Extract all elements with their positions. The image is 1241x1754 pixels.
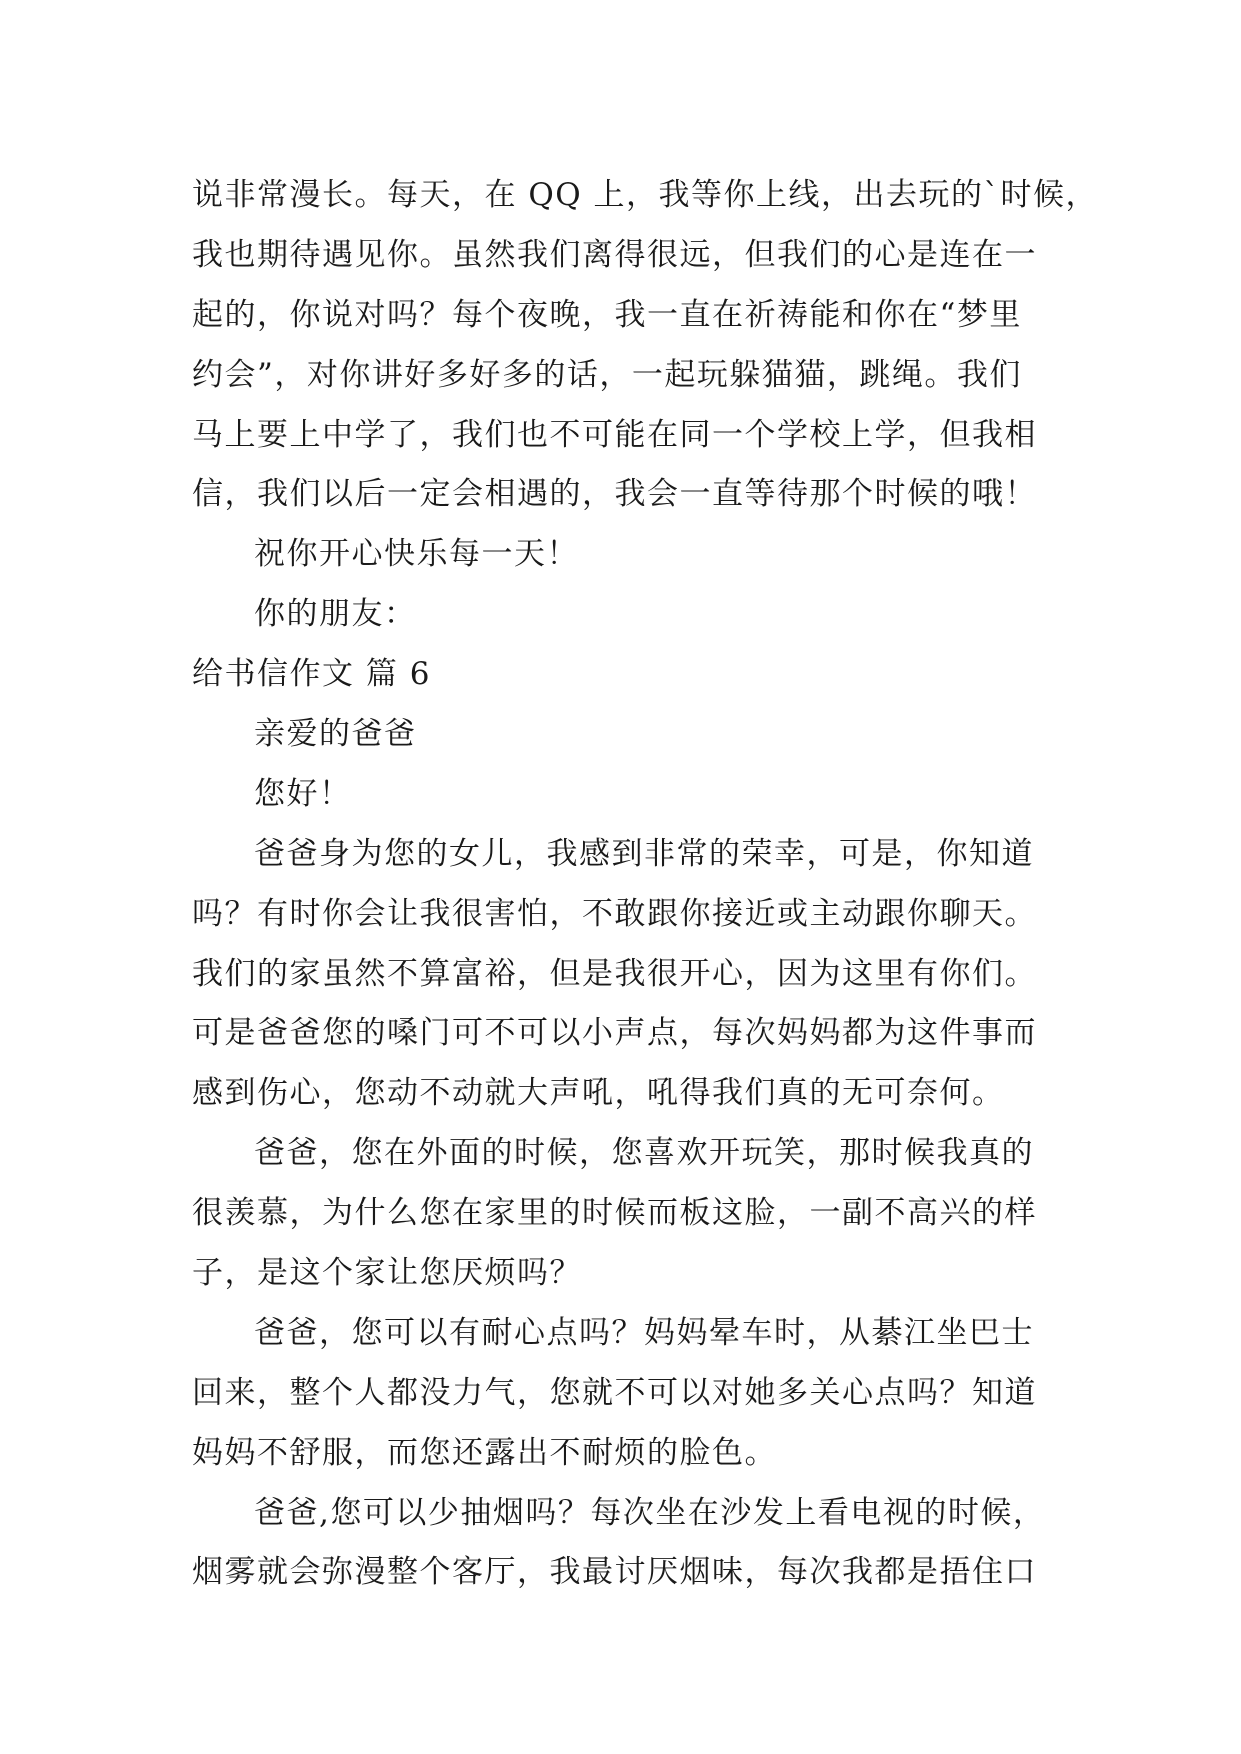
text-line: 爸爸,您可以少抽烟吗？每次坐在沙发上看电视的时候， (254, 1494, 1046, 1531)
text-line: 爸爸，您可以有耐心点吗？妈妈晕车时，从綦江坐巴士 (254, 1314, 1034, 1351)
signature-line: 你的朋友： (254, 596, 417, 633)
text-line: 说非常漫长。每天，在 QQ 上，我等你上线，出去玩的`时候， (192, 177, 1099, 213)
text-line: 回来，整个人都没力气，您就不可以对她多关心点吗？知道 (192, 1374, 1037, 1411)
text-line: 爸爸，您在外面的时候，您喜欢开玩笑，那时候我真的 (254, 1135, 1034, 1172)
text-line: 烟雾就会弥漫整个客厅，我最讨厌烟味，每次我都是捂住口 (192, 1554, 1037, 1591)
closing-wish: 祝你开心快乐每一天！ (254, 536, 579, 573)
salutation: 亲爱的爸爸 (254, 716, 417, 753)
text-line: 我们的家虽然不算富裕，但是我很开心，因为这里有你们。 (192, 955, 1037, 992)
text-line: 起的，你说对吗？每个夜晚，我一直在祈祷能和你在“梦里 (192, 296, 1022, 333)
text-line: 我也期待遇见你。虽然我们离得很远，但我们的心是连在一 (192, 236, 1037, 273)
text-line: 感到伤心，您动不动就大声吼，吼得我们真的无可奈何。 (192, 1075, 1005, 1112)
text-line: 吗？有时你会让我很害怕，不敢跟你接近或主动跟你聊天。 (192, 895, 1037, 932)
text-line: 马上要上中学了，我们也不可能在同一个学校上学，但我相 (192, 416, 1037, 453)
text-line: 爸爸身为您的女儿，我感到非常的荣幸，可是，你知道 (254, 835, 1034, 872)
section-heading: 给书信作文 篇 6 (192, 656, 431, 693)
text-line: 信，我们以后一定会相遇的，我会一直等待那个时候的哦！ (192, 476, 1037, 513)
text-line: 妈妈不舒服，而您还露出不耐烦的脸色。 (192, 1434, 777, 1471)
text-line: 约会”，对你讲好多好多的话，一起玩躲猫猫，跳绳。我们 (192, 356, 1022, 393)
text-line: 可是爸爸您的嗓门可不可以小声点，每次妈妈都为这件事而 (192, 1015, 1037, 1052)
greeting: 您好！ (254, 775, 352, 812)
text-line: 子，是这个家让您厌烦吗？ (192, 1255, 582, 1292)
text-line: 很羡慕，为什么您在家里的时候而板这脸，一副不高兴的样 (192, 1195, 1037, 1232)
body-text (192, 166, 1099, 1603)
